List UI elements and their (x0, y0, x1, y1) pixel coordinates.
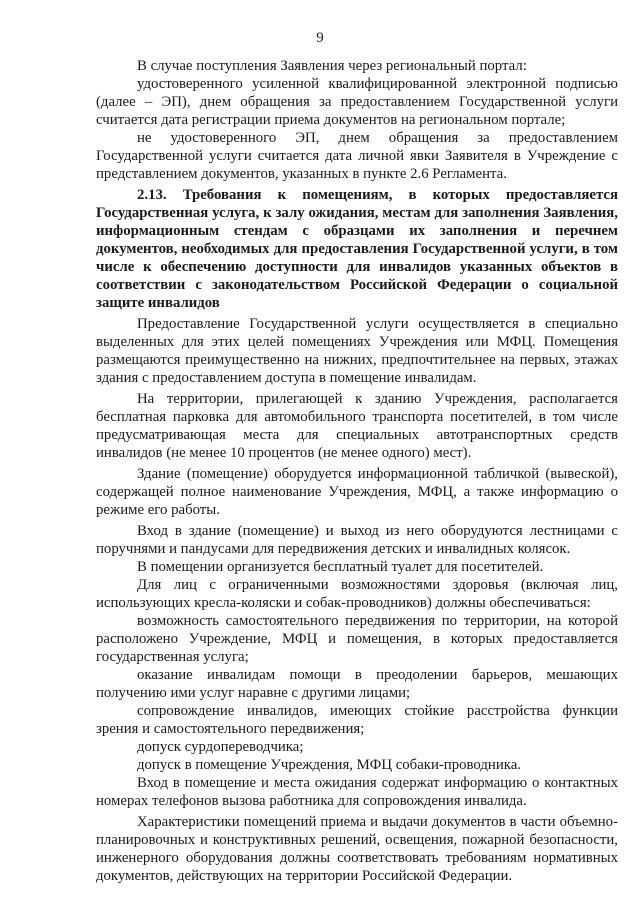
paragraph-guide-dog: допуск в помещение Учреждения, МФЦ собаки-проводника. (137, 757, 521, 773)
paragraph-contacts: Вход в помещение и места ожидания содержат информацию о контактных номерах телефонов вызова работника для сопровождения инвалида. (96, 775, 618, 809)
paragraph-characteristics: Характеристики помещений приема и выдачи документов в части объемно-планировочных и конструктивных решений, освещения, пожарной безопасности, инженерного оборудования должны соответствовать требованиям нормативных документов, действующих на территории Российской Федерации. (96, 814, 618, 884)
page-number: 9 (316, 30, 324, 46)
paragraph-limited-mobility: Для лиц с ограниченными возможностями здоровья (включая лиц, использующих кресла-коляски и собак-проводников) должны обеспечиваться: (96, 577, 618, 611)
paragraph-escort: сопровождение инвалидов, имеющих стойкие расстройства функции зрения и самостоятельного передвижения; (96, 703, 618, 737)
document-body (96, 57, 618, 885)
paragraph-without-ep: не удостоверенного ЭП, днем обращения за предоставлением Государственной услуги считается дата личной явки Заявителя в Учреждение с представлением документов, указанных в пункте 2.6 Регламента. (96, 130, 618, 182)
paragraph-signboard: Здание (помещение) оборудуется информационной табличкой (вывеской), содержащей полное наименование Учреждения, МФЦ, а также информацию о режиме его работы. (96, 466, 618, 518)
paragraph-premises: Предоставление Государственной услуги осуществляется в специально выделенных для этих целей помещениях Учреждения или МФЦ. Помещения размещаются преимущественно на нижних, предпочтительнее на первых, этажах здания с предоставлением доступа в помещение инвалидам. (96, 316, 618, 386)
paragraph-portal-intro: В случае поступления Заявления через региональный портал: (137, 58, 527, 74)
paragraph-movement: возможность самостоятельного передвижения по территории, на которой расположено Учреждение, МФЦ и помещения, в которых предоставляется государственная услуга; (96, 613, 618, 665)
paragraph-entrance: Вход в здание (помещение) и выход из него оборудуются лестницами с поручнями и пандусами для передвижения детских и инвалидных колясок. (96, 523, 618, 557)
paragraph-parking: На территории, прилегающей к зданию Учреждения, располагается бесплатная парковка для автомобильного транспорта посетителей, в том числе предусматривающая места для специальных автотранспортных средств инвалидов (не менее 10 процентов (не менее одного) мест). (96, 391, 618, 461)
paragraph-assistance: оказание инвалидам помощи в преодолении барьеров, мешающих получению ими услуг наравне с другими лицами; (96, 667, 618, 701)
section-heading-2-13: 2.13. Требования к помещениям, в которых предоставляется Государственная услуга, к залу ожидания, местам для заполнения Заявления, информационным стендам с образцами их заполнения и перечнем документов, необходимых для предоставления Государственной услуги, в том числе к обеспечению доступности для инвалидов указанных объектов в соответствии с законодательством Российской Федерации о социальной защите инвалидов (96, 187, 618, 311)
paragraph-toilet: В помещении организуется бесплатный туалет для посетителей. (137, 559, 544, 575)
paragraph-with-ep: удостоверенного усиленной квалифицированной электронной подписью (далее – ЭП), днем обращения за предоставлением Государственной услуги считается дата регистрации приема документов на региональном портале; (96, 76, 618, 128)
paragraph-sign-interpreter: допуск сурдопереводчика; (137, 739, 304, 755)
